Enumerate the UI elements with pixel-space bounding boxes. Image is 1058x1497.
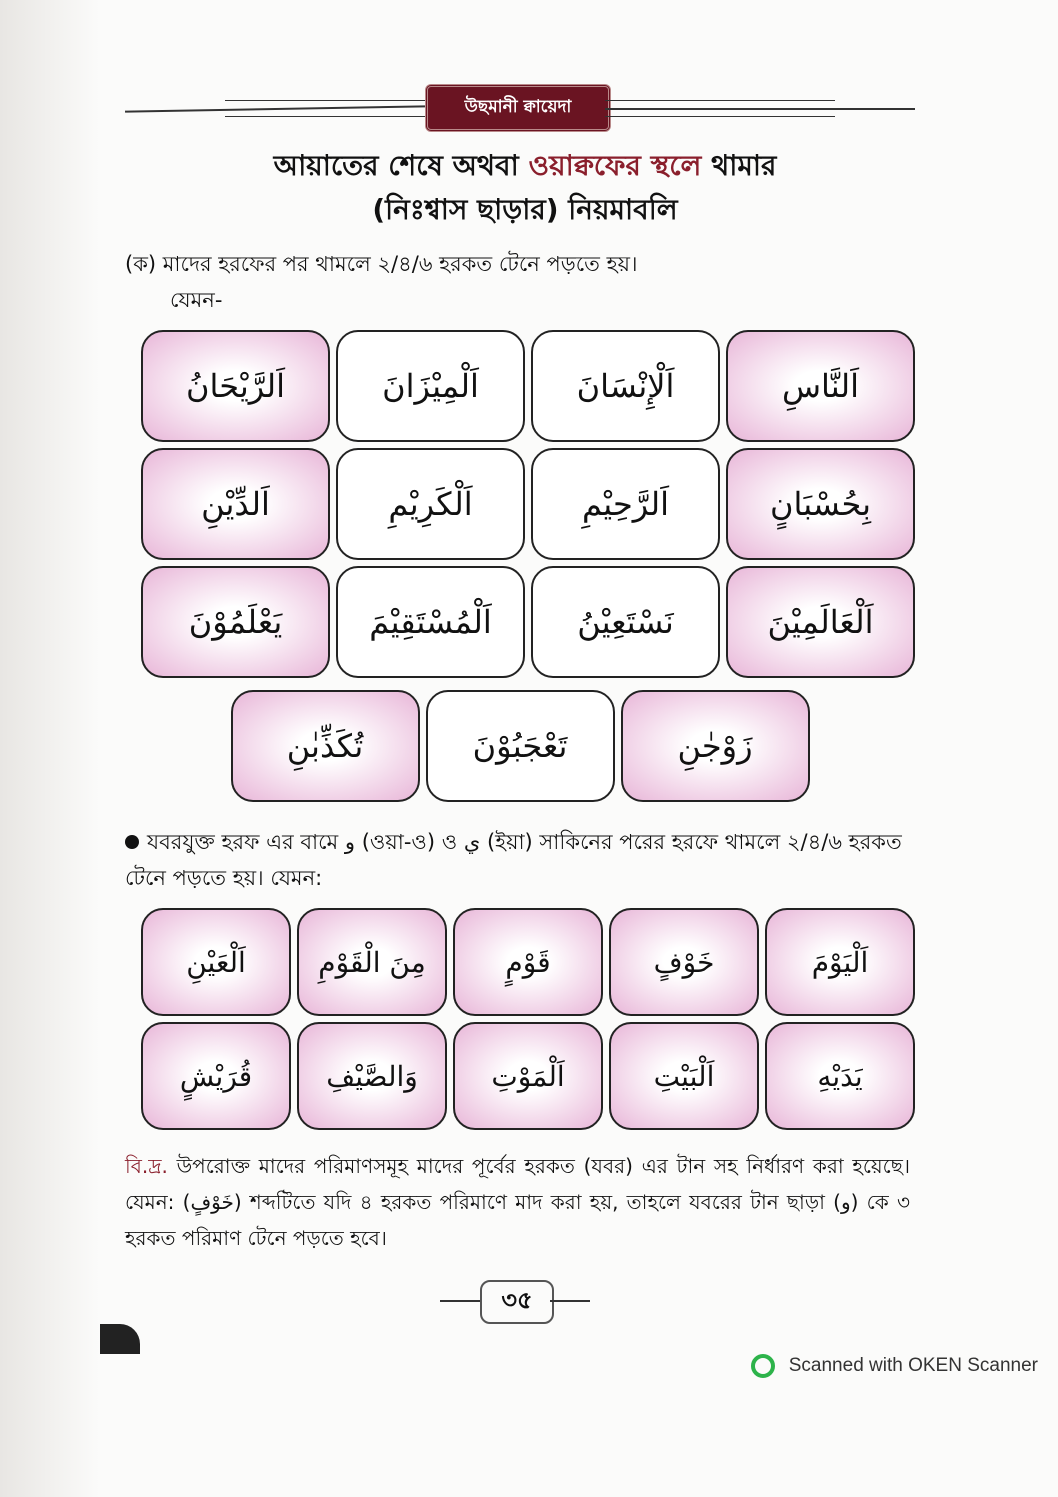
header-rule-right <box>605 100 835 101</box>
word-card: زَوْجٰنِ <box>621 690 810 802</box>
section-b <box>125 824 915 896</box>
title-text: থামার <box>701 149 777 182</box>
page-title <box>125 144 925 232</box>
word-card: اَلْمِيْزَانَ <box>336 330 525 442</box>
section-a-text: (ক) মাদের হরফের পর থামলে ২/৪/৬ হরকত টেনে পড়তে হয়। <box>125 252 638 276</box>
word-card: بِحُسْبَانٍ <box>726 448 915 560</box>
word-card: اَلْيَوْمَ <box>765 908 915 1016</box>
scanner-logo-icon <box>751 1354 775 1378</box>
word-card: اَلنَّاسِ <box>726 330 915 442</box>
footnote <box>125 1148 910 1256</box>
word-card: يَعْلَمُوْنَ <box>141 566 330 678</box>
footnote-text: উপরোক্ত মাদের পরিমাণসমূহ মাদের পূর্বের হরকত (যবর) এর টান সহ নির্ধারণ করা হয়েছে। যেমন: (خَوْفٍ) শব্দটিতে যদি ৪ হরকত পরিমাণে মাদ করা হয়, তাহলে যবরের টান ছাড়া (و) কে ৩ হরকত পরিমাণ টেনে পড়তে হবে। <box>125 1154 911 1250</box>
page-number: ৩৫ <box>480 1280 554 1324</box>
word-card: خَوْفٍ <box>609 908 759 1016</box>
header-rule-left <box>225 116 425 117</box>
word-card: اَلْكَرِيْمِ <box>336 448 525 560</box>
word-card: اَلرَّيْحَانُ <box>141 330 330 442</box>
section-a <box>125 246 915 318</box>
word-card: مِنَ الْقَوْمِ <box>297 908 447 1016</box>
word-grid-1-row4 <box>125 690 915 802</box>
header-rule-right <box>605 116 835 117</box>
bullet-icon <box>125 835 139 849</box>
word-card: نَسْتَعِيْنُ <box>531 566 720 678</box>
ornament-rule <box>550 1300 590 1302</box>
title-highlight: ওয়াক্বফের স্থলে <box>528 149 702 182</box>
word-card: قُرَيْشٍ <box>141 1022 291 1130</box>
word-grid-2 <box>125 908 915 1130</box>
word-card: اَلْإِنْسَانَ <box>531 330 720 442</box>
word-card: اَلْعَالَمِيْنَ <box>726 566 915 678</box>
header-rule-left <box>125 105 425 112</box>
word-card: وَالصَّيْفِ <box>297 1022 447 1130</box>
page-footer <box>0 1324 1058 1394</box>
ornament-rule <box>440 1300 480 1302</box>
header-rule-right <box>605 108 915 110</box>
scanner-watermark <box>751 1354 1038 1378</box>
word-card: اَلْبَيْتِ <box>609 1022 759 1130</box>
book-title-badge: উছমানী ক্বায়েদা <box>425 84 611 132</box>
word-card: اَلْعَيْنِ <box>141 908 291 1016</box>
word-card: اَلرَّحِيْمِ <box>531 448 720 560</box>
footnote-label: বি.দ্র. <box>125 1154 168 1178</box>
word-card: اَلْمَوْتِ <box>453 1022 603 1130</box>
title-line2: (নিঃশ্বাস ছাড়ার) নিয়মাবলি <box>372 193 678 226</box>
section-a-example-label: যেমন- <box>170 288 223 312</box>
running-header <box>125 78 915 134</box>
section-b-text: যবরযুক্ত হরফ এর বামে و (ওয়া-ও) ও ي (ইয়া) সাকিনের পরের হরফে থামলে ২/৪/৬ হরকত টেনে পড়তে হয়। যেমন: <box>125 830 902 890</box>
word-card: تَعْجَبُوْنَ <box>426 690 615 802</box>
header-rule-left <box>225 100 425 101</box>
word-card: اَلدِّيْنِ <box>141 448 330 560</box>
word-card: تُكَذِّبٰنِ <box>231 690 420 802</box>
word-card: يَدَيْهِ <box>765 1022 915 1130</box>
page-corner-shadow <box>100 1324 140 1354</box>
word-card: قَوْمٍ <box>453 908 603 1016</box>
word-card: اَلْمُسْتَقِيْمَ <box>336 566 525 678</box>
scanner-watermark-text: Scanned with OKEN Scanner <box>788 1355 1038 1376</box>
word-grid-1 <box>125 330 915 678</box>
title-text: আয়াতের শেষে অথবা <box>273 149 529 182</box>
page-number-ornament <box>440 1278 590 1324</box>
